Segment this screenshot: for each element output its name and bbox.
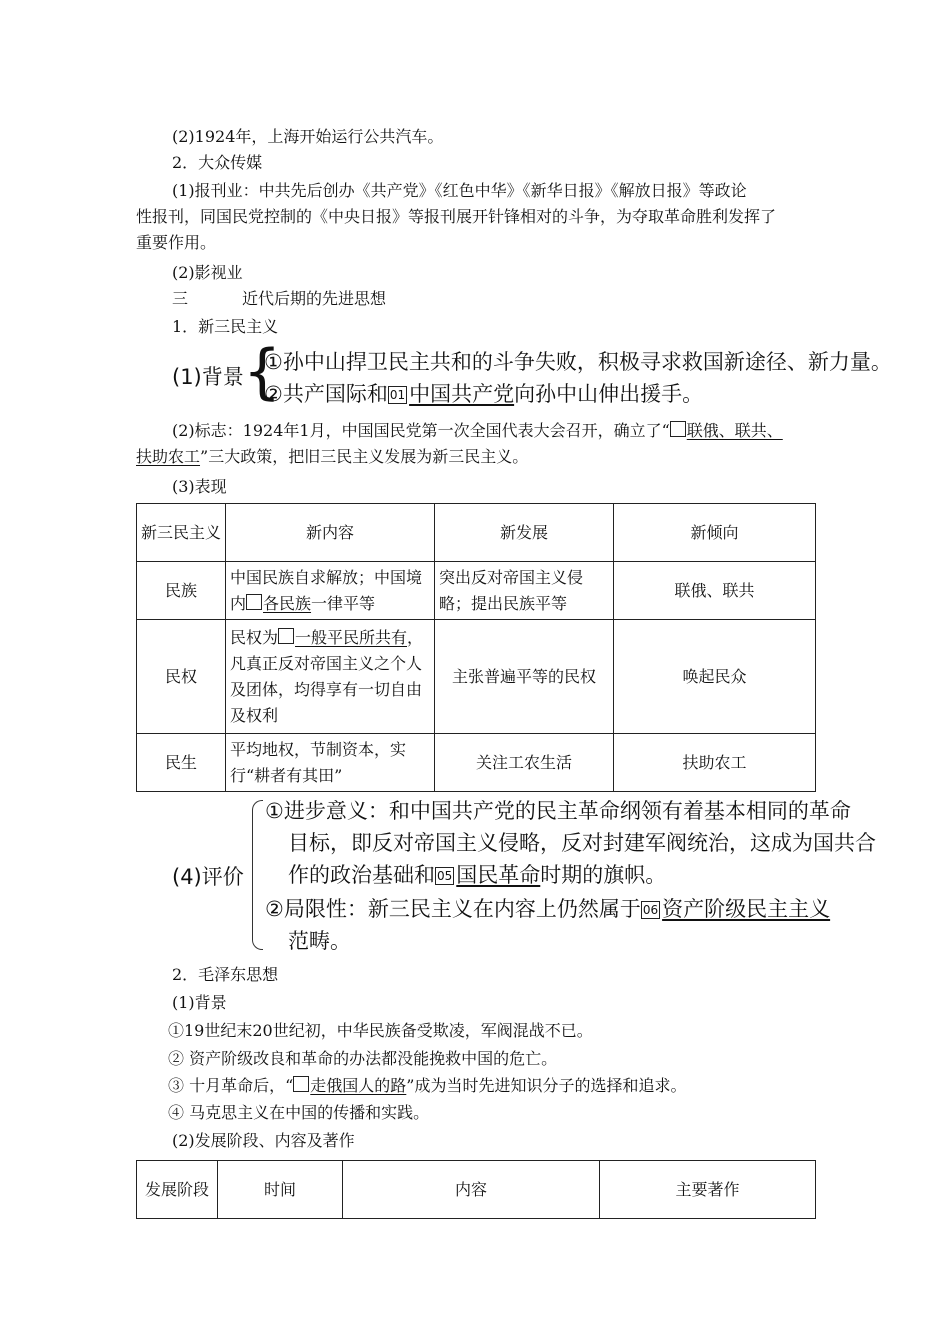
- evaluation-item: 范畴。: [288, 929, 351, 953]
- paragraph: (2)发展阶段、内容及著作: [172, 1131, 355, 1150]
- blank-box-icon: [246, 594, 262, 610]
- background-item: ②共产国际和 01 中国共产党向孙中山伸出援手。: [264, 382, 704, 406]
- paragraph: 重要作用。: [136, 233, 217, 252]
- section-number: 三: [172, 289, 189, 308]
- table-row: 民生 平均地权，节制资本，实行“耕者有其田” 关注工农生活 扶助农工: [137, 734, 816, 792]
- evaluation-item: 作的政治基础和 05 国民革命时期的旗帜。: [288, 863, 667, 887]
- answer-number: 01: [389, 388, 406, 402]
- answer-text: 各民族: [263, 593, 312, 613]
- evaluation-item: ②局限性：新三民主义在内容上仍然属于 06 资产阶级民主主义: [265, 897, 831, 921]
- answer-text: 扶助农工: [136, 447, 201, 466]
- new-three-principles-table: [136, 503, 816, 792]
- answer-number: 06: [642, 903, 659, 917]
- background-label: (1)背景: [172, 365, 244, 389]
- heading-mao: 2．毛泽东思想: [172, 965, 279, 984]
- table-header: 时间: [218, 1161, 343, 1219]
- evaluation-item: ①进步意义：和中国共产党的民主革命纲领有着基本相同的革命: [265, 799, 851, 823]
- answer-text: 国民革命: [456, 863, 541, 887]
- paragraph: 性报刊，同国民党控制的《中央日报》等报刊展开针锋相对的斗争，为夺取革命胜利发挥了: [136, 207, 777, 226]
- paragraph: (2)影视业: [172, 263, 243, 282]
- blank-box-icon: [670, 421, 686, 437]
- paragraph: ② 资产阶级改良和革命的办法都没能挽救中国的危亡。: [168, 1049, 558, 1068]
- paragraph: ④ 马克思主义在中国的传播和实践。: [168, 1103, 430, 1122]
- heading-mass-media: 2．大众传媒: [172, 153, 263, 172]
- blank-box-icon: [293, 1076, 309, 1092]
- brace-icon: {: [243, 337, 282, 407]
- table-row: 民族 中国民族自求解放；中国境内 各民族一律平等 突出反对帝国主义侵略；提出民族平等 联俄、联共: [137, 562, 816, 620]
- paragraph: (1)报刊业：中共先后创办《共产党》《红色中华》《新华日报》《解放日报》等政论: [172, 181, 747, 200]
- table-row: 民权 民权为 一般平民所共有，凡真正反对帝国主义之个人及团体，均得享有一切自由及权利 主张普遍平等的民权 唤起民众: [137, 620, 816, 734]
- table-header: 发展阶段: [137, 1161, 218, 1219]
- evaluation-item: 目标，即反对帝国主义侵略，反对封建军阀统治，这成为国共合: [288, 831, 876, 855]
- paragraph: (2)1924年，上海开始运行公共汽车。: [172, 127, 444, 146]
- table-header: 新倾向: [614, 504, 816, 562]
- heading-new-three: 1．新三民主义: [172, 317, 279, 336]
- mao-thought-table: [136, 1160, 816, 1219]
- paragraph: ①19世纪末20世纪初，中华民族备受欺凌，军阀混战不已。: [168, 1021, 593, 1040]
- section-title: 近代后期的先进思想: [242, 289, 387, 308]
- answer-text: 中国共产党: [409, 382, 515, 406]
- answer-text: 一般平民所共有: [295, 627, 408, 647]
- answer-text: 联俄、联共、: [686, 421, 783, 440]
- table-header: 内容: [343, 1161, 600, 1219]
- evaluation-label: (4)评价: [172, 865, 244, 889]
- paragraph: 扶助农工”三大政策，把旧三民主义发展为新三民主义。: [136, 447, 529, 466]
- table-header: 新发展: [435, 504, 614, 562]
- brace-icon: [252, 800, 263, 950]
- table-header: 主要著作: [600, 1161, 816, 1219]
- answer-number: 05: [437, 869, 453, 883]
- paragraph: (3)表现: [172, 477, 227, 496]
- answer-text: 资产阶级民主主义: [662, 897, 831, 921]
- table-header: 新内容: [226, 504, 435, 562]
- background-item: ①孙中山捍卫民主共和的斗争失败，积极寻求救国新途径、新力量。: [264, 350, 892, 374]
- paragraph: ③ 十月革命后，“ 走俄国人的路”成为当时先进知识分子的选择和追求。: [168, 1076, 687, 1095]
- blank-box-icon: [278, 628, 294, 644]
- paragraph: (1)背景: [172, 993, 227, 1012]
- table-header: 新三民主义: [137, 504, 226, 562]
- paragraph: (2)标志：1924年1月，中国国民党第一次全国代表大会召开，确立了“ 联俄、联共、: [172, 421, 783, 440]
- answer-text: 走俄国人的路: [310, 1076, 407, 1095]
